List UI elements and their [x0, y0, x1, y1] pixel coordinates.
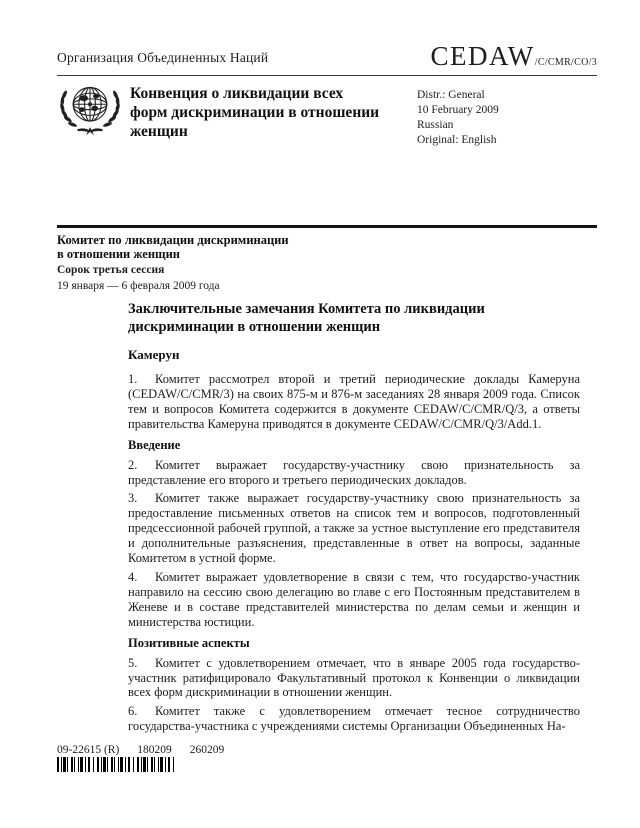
barcode [57, 757, 176, 772]
paragraph-1 [128, 372, 580, 432]
paragraph-5 [128, 656, 580, 701]
document-body [128, 301, 580, 738]
committee-name-line2: в отношении женщин [57, 246, 180, 261]
paragraph-number: 5. [128, 655, 138, 670]
section-heading-introduction: Введение [128, 437, 181, 452]
paragraph-number: 3. [128, 491, 138, 506]
paragraph-text: Комитет рассмотрел второй и третий периодические доклады Камеруна (CEDAW/C/CMR/3) на своих 875-м и 876-м заседаниях 28 января 2009 года. Список тем и вопросов Комитета содержится в документе CEDAW/C/CMR/Q/3, а ответы правительства Камеруна приводятся в документе CEDAW/C/CMR/Q/3/Add.1. [128, 372, 580, 431]
committee-name-line1: Комитет по ликвидации дискриминации [57, 233, 289, 247]
document-symbol-main: CEDAW [430, 41, 535, 71]
committee-block [57, 234, 289, 293]
original-line: Original: English [417, 134, 497, 146]
paragraph-text: Комитет с удовлетворением отмечает, что в январе 2005 года государство-участник ратифицировало Факультативный протокол к Конвенции о ликвидации всех форм дискриминации в отношении женщин. [128, 655, 580, 700]
un-emblem-icon [56, 80, 124, 147]
language-line: Russian [417, 119, 454, 131]
paragraph-number: 1. [128, 372, 138, 386]
main-title: Заключительные замечания Комитета по ликвидации дискриминации в отношении женщин [128, 301, 485, 335]
paragraph-text: Комитет выражает удовлетворение в связи с тем, что государство-участник направило на сессию свою делегацию во главе с его Постоянным представителем в Женеве и в составе представителей министерства по делам семьи и женщин и министерства юстиции. [128, 569, 580, 629]
docket-number: 09-22615 (R) [57, 744, 120, 756]
document-symbol-suffix: /C/CMR/CO/3 [534, 57, 597, 68]
convention-title: Конвенция о ликвидации всех форм дискриминации в отношении женщин [130, 85, 380, 140]
org-name: Организация Объединенных Наций [57, 50, 269, 65]
header-divider [57, 75, 597, 76]
paragraph-text: Комитет также с удовлетворением отмечает тесное сотрудничество государства-участника с учреждениями системы Организации Объединенных На- [128, 704, 580, 734]
session-dates: 19 января — 6 февраля 2009 года [57, 279, 220, 292]
country-heading: Камерун [128, 347, 180, 362]
paragraph-4 [128, 570, 580, 630]
section-divider [57, 225, 597, 228]
session-title: Сорок третья сессия [57, 264, 165, 276]
paragraph-3 [128, 491, 580, 566]
paragraph-6 [128, 704, 580, 734]
footer-code-1: 180209 [137, 744, 172, 756]
distribution-block [417, 88, 499, 148]
footer-docket [57, 744, 224, 756]
paragraph-number: 2. [128, 457, 138, 472]
distr-line: Distr.: General [417, 89, 485, 101]
footer-code-2: 260209 [189, 744, 225, 756]
section-heading-positive-aspects: Позитивные аспекты [128, 635, 250, 650]
paragraph-text: Комитет также выражает государству-участнику свою признательность за предоставление письменных ответов на список тем и вопросов, подготовленный предсессионной рабочей группой, а также за устное выступление его представителя и дополнительные разъяснения, представленные в ответ на вопросы, заданные Комитетом в устной форме. [128, 491, 580, 566]
paragraph-number: 6. [128, 704, 138, 719]
date-line: 10 February 2009 [417, 104, 499, 116]
document-symbol [430, 41, 597, 72]
paragraph-number: 4. [128, 569, 138, 584]
paragraph-text: Комитет выражает государству-участнику свою признательность за представление его второго и третьего периодических докладов. [128, 457, 580, 487]
paragraph-2 [128, 458, 580, 488]
